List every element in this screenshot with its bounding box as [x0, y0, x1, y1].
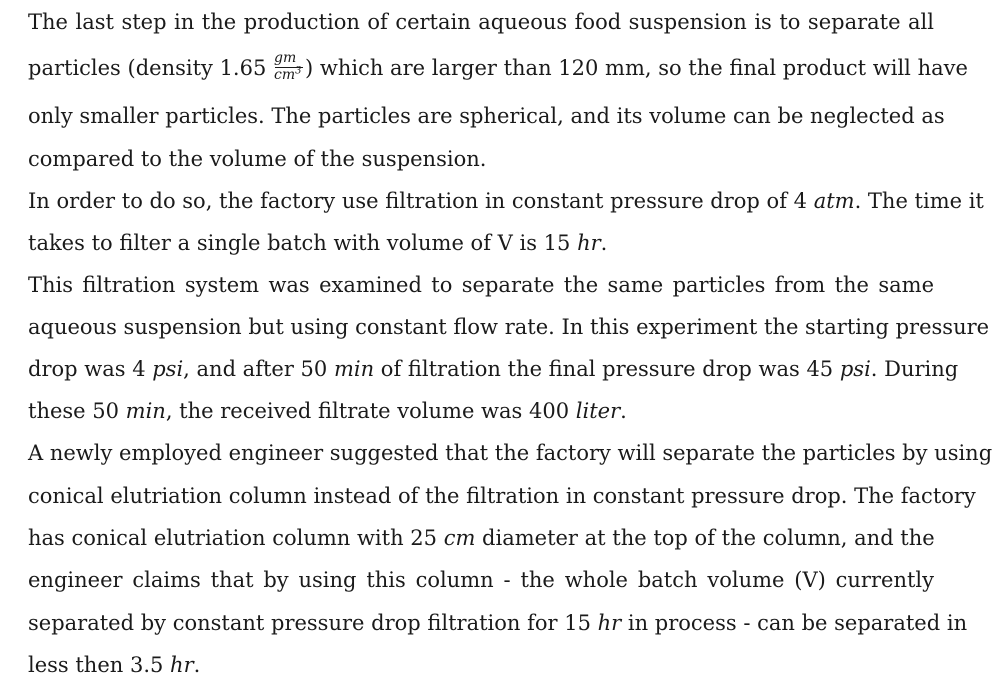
text-line: conical elutriation column instead of the filtration in constant pressure drop. The factory [28, 484, 976, 508]
fraction-numerator: gm [274, 50, 297, 66]
text-line: takes to filter a single batch with volume of V is 15 hr. [28, 231, 608, 255]
text-line: In order to do so, the factory use filtration in constant pressure drop of 4 atm. The time it [28, 189, 984, 213]
fraction-denominator: $cm^3$ [274, 65, 302, 83]
density-unit-fraction [274, 50, 304, 83]
text-line: A newly employed engineer suggested that the factory will separate the particles by using [28, 441, 992, 465]
text-line: has conical elutriation column with 25 cm diameter at the top of the column, and the [28, 526, 935, 550]
text-line: less then 3.5 hr. [28, 653, 201, 677]
text-line: separated by constant pressure drop filtration for 15 hr in process - can be separated in [28, 611, 968, 635]
text-line: particles (density 1.65 $\frac{gm}{cm^3}$ ) which are larger than 120 mm, so the final product will have [28, 50, 968, 83]
text-line: compared to the volume of the suspension. [28, 147, 487, 171]
text-line: This filtration system was examined to separate the same particles from the same [28, 273, 934, 297]
text-line: these 50 min, the received filtrate volume was 400 liter. [28, 399, 627, 423]
text-line: engineer claims that by using this column - the whole batch volume (V) currently [28, 568, 934, 592]
text-line: drop was 4 psi, and after 50 min of filtration the final pressure drop was 45 psi. During [28, 357, 959, 381]
text-line: aqueous suspension but using constant flow rate. In this experiment the starting pressure [28, 315, 990, 339]
text-line: only smaller particles. The particles are spherical, and its volume can be neglected as [28, 104, 945, 128]
text-line: The last step in the production of certain aqueous food suspension is to separate all [28, 10, 934, 34]
